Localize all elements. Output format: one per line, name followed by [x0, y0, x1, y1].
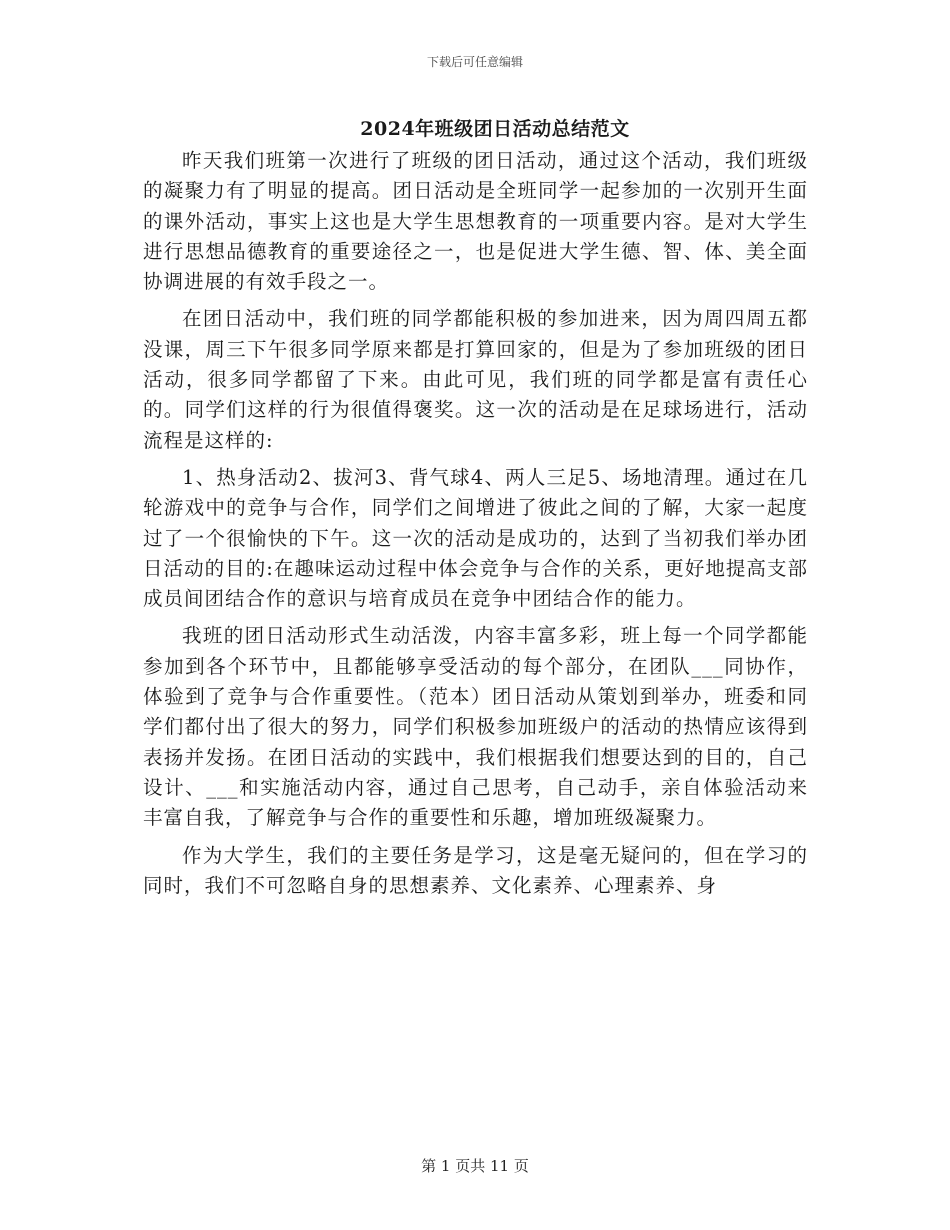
paragraph-3: 1、热身活动2、拔河3、背气球4、两人三足5、场地清理。通过在几轮游戏中的竞争与合作，同学们之间增进了彼此之间的了解，大家一起度过了一个很愉快的下午。这一次的活动是成功的，达到了当初我们举办团日活动的目的:在趣味运动过程中体会竞争与合作的关系，更好地提高支部成员间团结合作的意识与培育成员在竞争中团结合作的能力。 — [143, 465, 808, 611]
paragraph-5: 作为大学生，我们的主要任务是学习，这是毫无疑问的，但在学习的同时，我们不可忽略自身的思想素养、文化素养、心理素养、身 — [143, 843, 808, 897]
paragraph-2: 在团日活动中，我们班的同学都能积极的参加进来，因为周四周五都没课，周三下午很多同学原来都是打算回家的，但是为了参加班级的团日活动，很多同学都留了下来。由此可见，我们班的同学都是富有责任心的。同学们这样的行为很值得褒奖。这一次的活动是在足球场进行，活动流程是这样的: — [143, 307, 808, 452]
page-header-note: 下载后可任意编辑 — [426, 55, 523, 69]
paragraph-4: 我班的团日活动形式生动活泼，内容丰富多彩，班上每一个同学都能参加到各个环节中，且都能够享受活动的每个部分，在团队___同协作，体验到了竞争与合作重要性。（范本）团日活动从策划到举办，班委和同学们都付出了很大的努力，同学们积极参加班级户的活动的热情应该得到表扬并发扬。在团日活动的实践中，我们根据我们想要达到的目的，自己设计、___和实施活动内容，通过自己思考，自己动手，亲自体验活动来丰富自我，了解竞争与合作的重要性和乐趣，增加班级凝聚力。 — [143, 624, 808, 830]
page-number: 第 1 页共 11 页 — [421, 1157, 529, 1175]
paragraph-1: 昨天我们班第一次进行了班级的团日活动，通过这个活动，我们班级的凝聚力有了明显的提高。团日活动是全班同学一起参加的一次别开生面的课外活动，事实上这也是大学生思想教育的一项重要内容。是对大学生进行思想品德教育的重要途径之一，也是促进大学生德、智、体、美全面协调进展的有效手段之一。 — [143, 149, 808, 294]
document-title: 2024年班级团日活动总结范文 — [360, 118, 630, 140]
document-body — [143, 146, 808, 908]
